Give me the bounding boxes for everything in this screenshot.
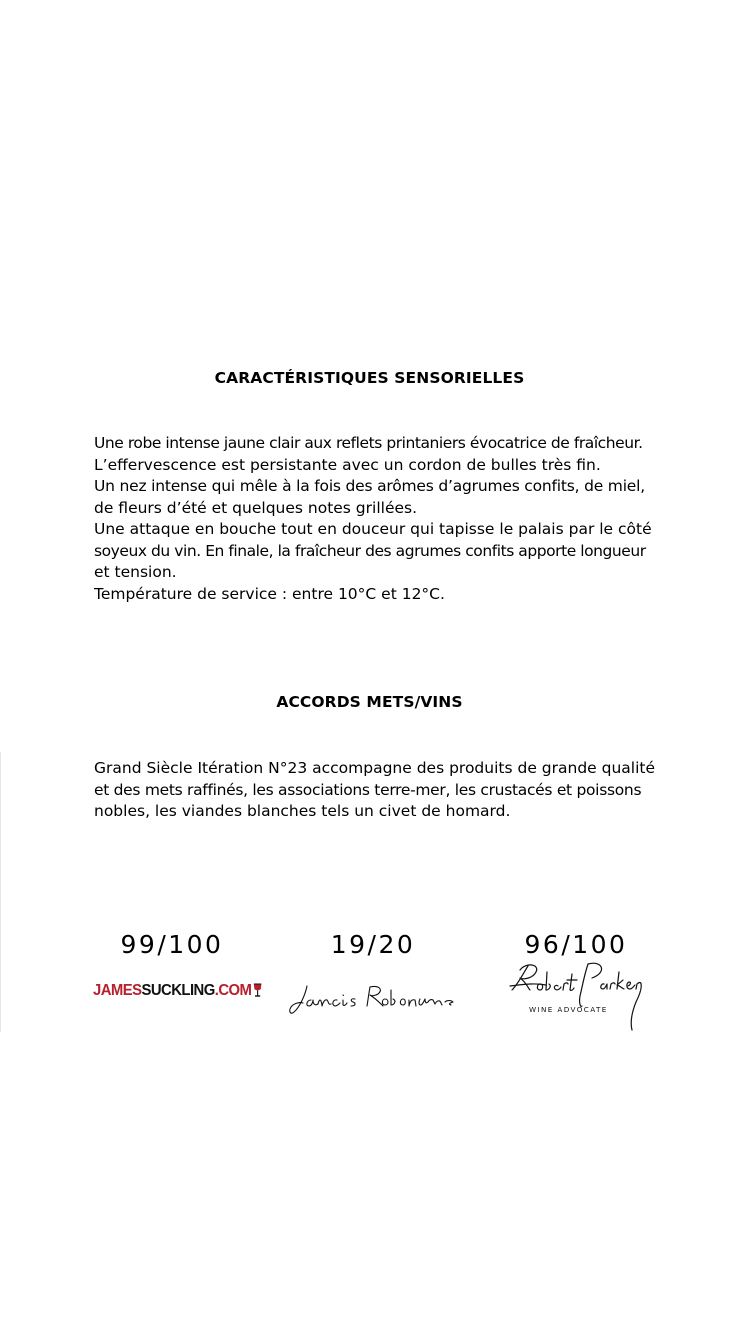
robert-parker-signature [506, 958, 646, 1034]
wine-glass-icon [253, 982, 262, 1004]
wine-advocate-caption: WINE ADVOCATE [529, 1005, 608, 1014]
jancis-robinson-score: 19/20 [330, 930, 416, 959]
robert-parker-score: 96/100 [524, 930, 628, 959]
pairing-section-title: ACCORDS METS/VINS [276, 693, 463, 711]
sensory-line: de fleurs d’été et quelques notes grillées. [94, 498, 418, 517]
sensory-line: soyeux du vin. En finale, la fraîcheur des agrumes confits apporte longueur [94, 541, 646, 560]
pairing-line: nobles, les viandes blanches tels un civet de homard. [94, 802, 511, 820]
sensory-line: Une attaque en bouche tout en douceur qui tapisse le palais par le côté [94, 520, 652, 538]
james-suckling-logo [93, 982, 263, 1004]
left-edge-rule [0, 752, 1, 1032]
sensory-line: Une robe intense jaune clair aux reflets printaniers évocatrice de fraîcheur. [94, 434, 643, 452]
sensory-line: Un nez intense qui mêle à la fois des arômes d’agrumes confits, de miel, [94, 477, 645, 495]
pairing-line: Grand Siècle Itération N°23 accompagne des produits de grande qualité [94, 759, 656, 777]
sensory-section-title: CARACTÉRISTIQUES SENSORIELLES [214, 369, 525, 387]
sensory-line: et tension. [94, 563, 177, 581]
logo-text-james: JAMES [93, 982, 142, 999]
jancis-robinson-signature [285, 978, 460, 1023]
pairing-description [94, 758, 656, 823]
sensory-line: L’effervescence est persistante avec un cordon de bulles très fin. [94, 455, 601, 474]
robert-parker-signature-block [506, 958, 646, 1034]
logo-text-com: .COM [214, 982, 252, 999]
logo-text-suckling: SUCKLING [141, 982, 215, 999]
pairing-line: et des mets raffinés, les associations terre-mer, les crustacés et poissons [94, 780, 642, 799]
james-suckling-score: 99/100 [120, 930, 224, 959]
sensory-description [94, 433, 656, 605]
sensory-line: Température de service : entre 10°C et 12°C. [94, 584, 445, 603]
